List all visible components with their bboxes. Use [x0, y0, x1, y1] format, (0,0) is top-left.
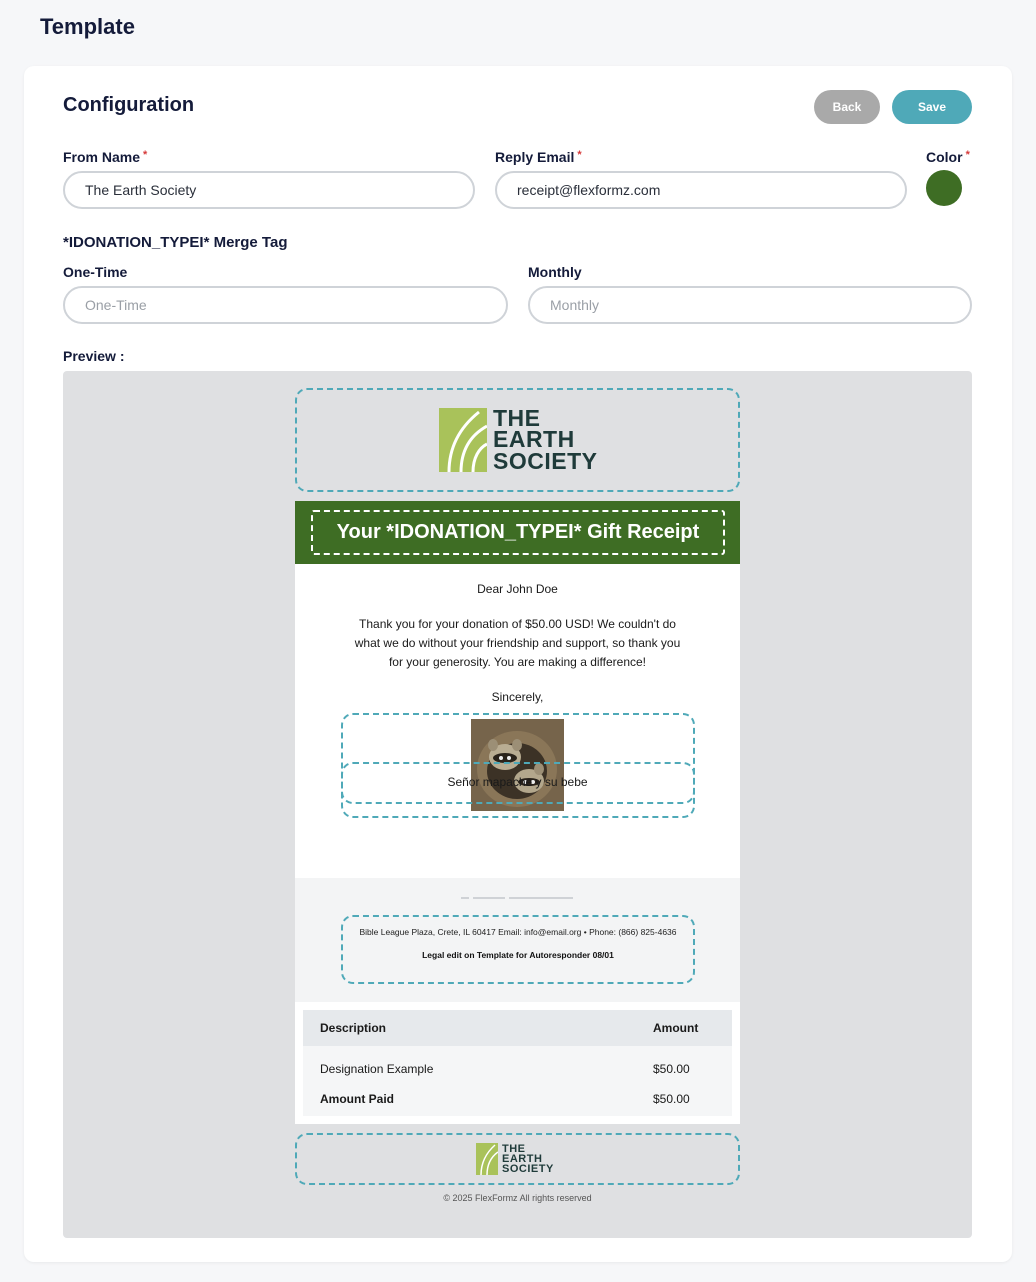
- required-mark: *: [143, 149, 148, 161]
- divider: [509, 897, 573, 899]
- table-row: [303, 1089, 732, 1109]
- required-mark: *: [577, 149, 582, 161]
- logo-wordmark: [502, 1144, 554, 1174]
- color-picker[interactable]: [926, 170, 962, 206]
- image-caption: Señor mapache y su bebe: [447, 775, 588, 789]
- earth-society-logo: [439, 405, 598, 474]
- monthly-input[interactable]: Monthly: [528, 286, 972, 324]
- address-line: Bible League Plaza, Crete, IL 60417 Email: info@email.org • Phone: (866) 825-4636: [359, 927, 677, 937]
- logo-line: THE: [502, 1142, 526, 1155]
- logo-wordmark: [493, 405, 598, 474]
- from-name-field[interactable]: The Earth Society: [63, 171, 475, 209]
- row-amount: $50.00: [653, 1062, 690, 1076]
- legal-line: Legal edit on Template for Autoresponder 08/01: [422, 950, 614, 960]
- reply-email-field[interactable]: receipt@flexformz.com: [495, 171, 907, 209]
- merge-tag-title: *IDONATION_TYPEI* Merge Tag: [63, 234, 288, 251]
- color-label-text: Color: [926, 149, 963, 165]
- divider: [473, 897, 505, 899]
- one-time-label: One-Time: [63, 264, 128, 280]
- reply-email-label-text: Reply Email: [495, 149, 575, 165]
- table-header: [303, 1010, 732, 1046]
- monthly-label: Monthly: [528, 264, 582, 280]
- table-body: [303, 1046, 732, 1116]
- column-header-description: Description: [320, 1021, 387, 1035]
- section-title: Configuration: [63, 94, 195, 116]
- earth-society-logo-small: [476, 1143, 554, 1175]
- signoff: Sincerely,: [491, 690, 544, 704]
- divider: [461, 897, 469, 899]
- table-row: [303, 1059, 732, 1079]
- logo-line: EARTH: [493, 426, 575, 453]
- row-description: Amount Paid: [320, 1092, 394, 1106]
- logo-line: SOCIETY: [493, 447, 598, 474]
- body-line: what we do without your friendship and support, so thank you: [354, 636, 681, 650]
- receipt-header: [295, 501, 740, 564]
- required-mark: *: [965, 149, 970, 161]
- address-block[interactable]: [341, 915, 695, 984]
- color-label: [926, 149, 970, 165]
- reply-email-label: [495, 149, 582, 165]
- logo-line: THE: [493, 405, 541, 432]
- page-title: Template: [40, 14, 135, 39]
- preview-label: Preview :: [63, 348, 125, 364]
- from-name-label: [63, 149, 147, 165]
- leaf-logo-icon: [439, 408, 487, 472]
- footer-logo-block[interactable]: [295, 1133, 740, 1185]
- from-name-label-text: From Name: [63, 149, 141, 165]
- email-preview: [63, 371, 972, 1238]
- configuration-card: [24, 66, 1012, 1262]
- back-button[interactable]: Back: [814, 90, 880, 124]
- logo-line: EARTH: [502, 1152, 543, 1165]
- logo-line: SOCIETY: [502, 1163, 554, 1176]
- row-amount: $50.00: [653, 1092, 690, 1106]
- receipt-title[interactable]: Your *IDONATION_TYPEI* Gift Receipt: [311, 510, 725, 555]
- leaf-logo-icon: [476, 1143, 498, 1175]
- body-line: for your generosity. You are making a difference!: [388, 655, 647, 669]
- row-description: Designation Example: [320, 1062, 434, 1076]
- save-button[interactable]: Save: [892, 90, 972, 124]
- footer-block: [295, 878, 740, 1002]
- column-header-amount: Amount: [653, 1021, 699, 1035]
- one-time-input[interactable]: One-Time: [63, 286, 508, 324]
- body-line: Thank you for your donation of $50.00 USD! We couldn't do: [359, 617, 676, 631]
- header-logo-block[interactable]: [295, 388, 740, 492]
- copyright: © 2025 FlexFormz All rights reserved: [443, 1193, 592, 1203]
- email-body: [295, 501, 740, 1124]
- greeting: Dear John Doe: [477, 582, 558, 596]
